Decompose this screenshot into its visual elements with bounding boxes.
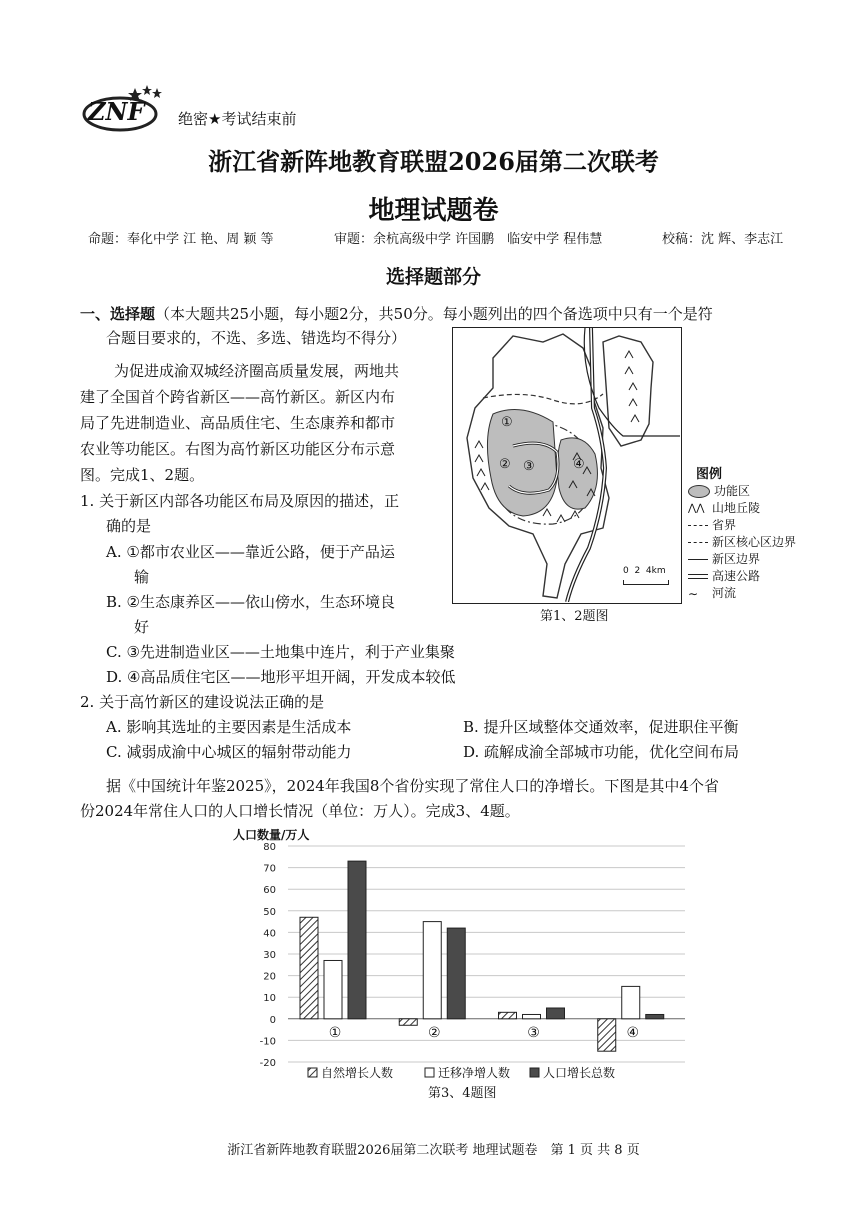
bar-1-3 xyxy=(499,1012,517,1018)
map-figure xyxy=(452,327,682,604)
page-footer: 浙江省新阵地教育联盟2026届第二次联考 地理试题卷 第 1 页 共 8 页 xyxy=(227,1143,640,1158)
q2-option-d: D. 疏解成渝全部城市功能，优化空间布局 xyxy=(463,743,740,761)
legend-swatch xyxy=(530,1068,539,1077)
bar-1-4 xyxy=(598,1019,616,1051)
legend-mountain: ⋀⋀ 山地丘陵 xyxy=(688,501,761,515)
confidential-label: 绝密★考试结束前 xyxy=(178,110,297,128)
highway-icon xyxy=(688,574,708,579)
map-caption: 第1、2题图 xyxy=(540,609,609,624)
y-tick-label: 60 xyxy=(263,885,276,897)
chart-caption: 第3、4题图 xyxy=(428,1086,497,1101)
q2-option-c: C. 减弱成渝中心城区的辐射带动能力 xyxy=(106,743,352,761)
legend-swatch xyxy=(308,1068,317,1077)
q1-stem-cont: 确的是 xyxy=(106,517,152,535)
population-chart xyxy=(220,840,690,1090)
part-instructions-1: （本大题共25小题，每小题2分，共50分。每小题列出的四个备选项中只有一个是符 xyxy=(155,305,713,323)
bar-1-1 xyxy=(300,917,318,1019)
legend-highway: 高速公路 xyxy=(688,569,760,583)
legend-river: ∼ 河流 xyxy=(688,586,737,601)
legend-label: 迁移净增人数 xyxy=(438,1066,511,1080)
category-label: ② xyxy=(427,1024,441,1041)
category-label: ③ xyxy=(527,1024,540,1041)
map-legend-title: 图例 xyxy=(696,467,723,482)
legend-functional-zone: 功能区 xyxy=(688,484,750,498)
svg-text:ZNF: ZNF xyxy=(88,97,145,126)
y-tick-label: -10 xyxy=(259,1036,276,1048)
y-tick-label: 50 xyxy=(263,906,276,918)
bar-2-3 xyxy=(523,1014,541,1018)
map-zone-2: ② xyxy=(499,457,511,472)
y-tick-label: 80 xyxy=(263,842,276,853)
passage-1-line: 农业等功能区。右图为高竹新区功能区分布示意 xyxy=(80,440,396,458)
q1-option-c: C. ③先进制造业区——土地集中连片，利于产业集聚 xyxy=(106,643,455,661)
legend-swatch xyxy=(425,1068,434,1077)
province-border-icon xyxy=(688,525,708,526)
exam-title: 浙江省新阵地教育联盟2026届第二次联考 xyxy=(208,147,659,176)
mountain-icon: ⋀⋀ xyxy=(688,502,705,514)
bar-1-2 xyxy=(399,1019,417,1025)
q2-option-a: A. 影响其选址的主要因素是生活成本 xyxy=(106,718,352,736)
passage-1-line: 建了全国首个跨省新区——高竹新区。新区内布 xyxy=(80,388,396,406)
part-heading-label: 一、选择题 xyxy=(80,305,156,323)
bar-3-2 xyxy=(447,928,465,1019)
q1-option-a: A. ①都市农业区——靠近公路，便于产品运 xyxy=(106,543,395,561)
legend-label: 自然增长人数 xyxy=(321,1066,394,1080)
core-border-icon xyxy=(688,542,708,543)
credits-proof: 校稿：沈 辉、李志江 xyxy=(662,232,784,247)
y-tick-label: 40 xyxy=(263,928,276,940)
part-instructions-2: 合题目要求的，不选、多选、错选均不得分） xyxy=(106,329,407,347)
credits-reviewer: 审题：余杭高级中学 许国鹏 临安中学 程伟慧 xyxy=(334,232,603,247)
map-zone-4: ④ xyxy=(573,457,585,472)
q1-option-b-cont: 好 xyxy=(134,618,150,636)
q2-stem: 2. 关于高竹新区的建设说法正确的是 xyxy=(80,693,325,711)
q2-option-b: B. 提升区域整体交通效率，促进职住平衡 xyxy=(463,718,739,736)
passage-2-line: 据《中国统计年鉴2025》，2024年我国8个省份实现了常住人口的净增长。下图是其中4个省 xyxy=(106,777,719,795)
y-tick-label: 70 xyxy=(263,863,276,875)
y-tick-label: -20 xyxy=(259,1058,276,1069)
passage-1-line: 图。完成1、2题。 xyxy=(80,466,205,484)
q1-option-a-cont: 输 xyxy=(134,568,150,586)
passage-1-line: 局了先进制造业、高品质住宅、生态康养和都市 xyxy=(80,414,396,432)
river-icon: ∼ xyxy=(688,586,699,601)
q1-stem: 1. 关于新区内部各功能区布局及原因的描述，正 xyxy=(80,492,400,510)
y-tick-label: 30 xyxy=(263,950,276,961)
category-label: ④ xyxy=(626,1024,640,1041)
legend-new-area-border: 新区边界 xyxy=(688,552,760,566)
part-heading xyxy=(80,303,713,325)
section-title: 选择题部分 xyxy=(385,266,481,288)
bar-2-4 xyxy=(622,986,640,1018)
functional-zone-icon xyxy=(688,485,710,498)
map-zone-1: ① xyxy=(501,415,513,430)
new-area-border-icon xyxy=(688,559,708,560)
passage-1-line: 为促进成渝双城经济圈高质量发展，两地共 xyxy=(114,362,400,380)
subject-title: 地理试题卷 xyxy=(368,196,499,226)
chart-ylabel: 人口数量/万人 xyxy=(233,828,310,842)
y-tick-label: 20 xyxy=(263,971,276,983)
credits-author: 命题：奉化中学 江 艳、周 颖 等 xyxy=(88,232,274,247)
logo xyxy=(80,82,172,138)
passage-2-line: 份2024年常住人口的人口增长情况（单位：万人）。完成3、4题。 xyxy=(80,802,520,820)
bar-2-2 xyxy=(423,922,441,1019)
map-zone-3: ③ xyxy=(523,459,535,474)
q1-option-d: D. ④高品质住宅区——地形平坦开阔，开发成本较低 xyxy=(106,668,456,686)
legend-core-border: 新区核心区边界 xyxy=(688,535,796,549)
y-tick-label: 10 xyxy=(263,993,276,1005)
bar-3-4 xyxy=(646,1014,664,1018)
q1-option-b: B. ②生态康养区——依山傍水，生态环境良 xyxy=(106,593,396,611)
bar-3-3 xyxy=(547,1008,565,1019)
map-scale-bar xyxy=(623,580,669,585)
category-label: ① xyxy=(328,1024,342,1041)
y-tick-label: 0 xyxy=(269,1014,276,1026)
legend-label: 人口增长总数 xyxy=(543,1066,616,1080)
map-scale-label: 0 2 4km xyxy=(623,566,666,576)
bar-2-1 xyxy=(324,960,342,1018)
bar-3-1 xyxy=(348,861,366,1019)
legend-province-border: 省界 xyxy=(688,518,736,532)
